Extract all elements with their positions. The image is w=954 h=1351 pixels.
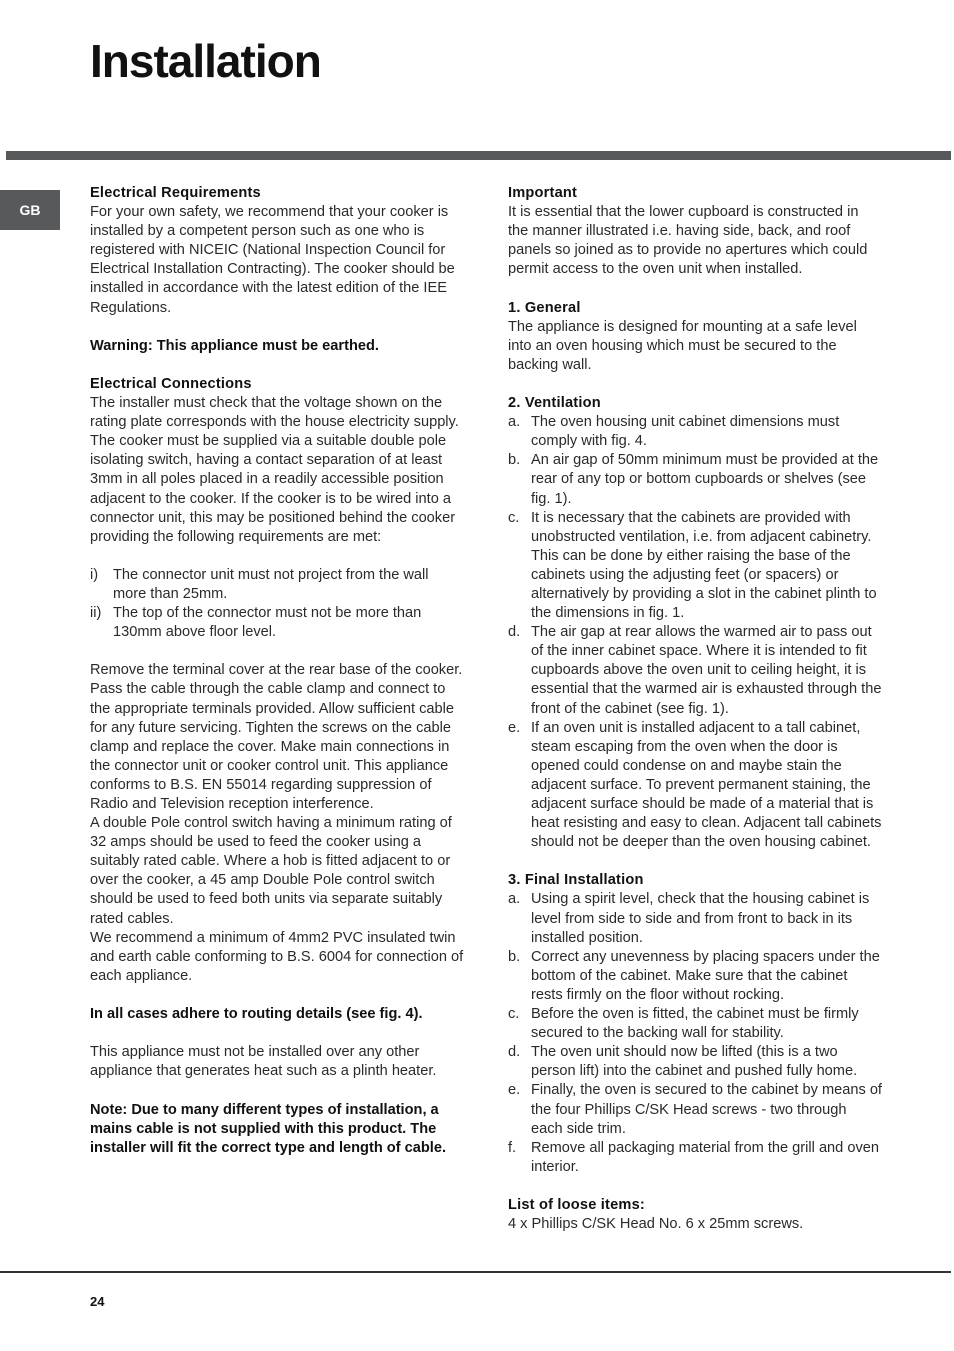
heat-source-warning: This appliance must not be installed over any other appliance that generates heat such as a plinth heater. [90,1044,437,1080]
electrical-requirements-heading: Electrical Requirements [90,185,261,201]
list-item [508,1139,882,1177]
list-marker: e. [508,1082,521,1099]
list-marker: f. [508,1139,517,1156]
mains-cable-note: Note: Due to many different types of installation, a mains cable is not supplied with this product. The installer will fit the correct type and length of cable. [90,1101,446,1156]
footer-rule [0,1271,951,1273]
list-item [508,623,882,718]
list-marker: b. [508,948,521,965]
list-marker: d. [508,1044,521,1061]
ventilation-heading: 2. Ventilation [508,395,601,412]
list-item-text: The oven housing unit cabinet dimensions must comply with fig. 4. [531,414,840,450]
control-switch-text: A double Pole control switch having a minimum rating of 32 amps should be used to feed the cooker using a suitably rated cable. Where a hob is fitted adjacent to or over the cooker, a 45 amp Double Pole control switch should be used to feed both units via separate suitably rated cables. [90,815,452,927]
list-item-text: Correct any unevenness by placing spacers under the bottom of the cabinet. Make sure that the cabinet rests firmly on the floor without rocking. [531,948,880,1003]
page-number: 24 [90,1294,105,1309]
page-title: Installation [90,35,321,87]
list-item [508,1043,882,1081]
list-marker: c. [508,1006,520,1023]
list-marker: d. [508,624,521,641]
loose-items-text: 4 x Phillips C/SK Head No. 6 x 25mm screws. [508,1216,804,1233]
ventilation-list [508,413,882,852]
list-item-text: If an oven unit is installed adjacent to a tall cabinet, steam escaping from the oven when the door is opened could condense on and maybe stain the adjacent surface. To prevent permanent staining, the adjacent surface should be made of a material that is heat resisting and easy to clean. Adjacent tall cabinets should not be deeper than the oven housing cabinet. [531,719,882,851]
list-item-text: An air gap of 50mm minimum must be provided at the rear of any top or bottom cupboards or shelves (see fig. 1). [531,452,879,507]
electrical-requirements-text: For your own safety, we recommend that your cooker is installed by a competent person such as one who is registered with NICEIC (National Inspection Council for Electrical Installation Contracting). The cooker should be installed in accordance with the latest edition of the IEE Regulations. [90,204,455,316]
loose-items-heading: List of loose items: [508,1196,645,1213]
list-marker: a. [508,414,521,431]
list-item [508,890,882,947]
list-item [508,948,882,1005]
list-item-text: It is necessary that the cabinets are provided with unobstructed ventilation, i.e. from adjacent cabinetry. This can be done by either raising the base of the cabinets using the adjusting feet (or spacers) or alternatively by providing a slot in the cabinet plinth to the dimensions in fig. 1. [531,509,877,622]
list-item-text: The top of the connector must not be more than 130mm above floor level. [113,605,422,641]
list-marker: ii) [90,605,102,622]
list-item [508,413,882,451]
list-marker: a. [508,891,521,908]
general-heading: 1. General [508,299,581,316]
list-item-text: The oven unit should now be lifted (this is a two person lift) into the cabinet and pushed fully home. [531,1044,858,1080]
list-item-text: Remove all packaging material from the grill and oven interior. [531,1139,879,1175]
general-text: The appliance is designed for mounting at a safe level into an oven housing which must be secured to the backing wall. [508,318,857,373]
list-item [90,566,464,604]
right-column [508,184,882,1234]
header-rule [6,151,951,160]
important-text: It is essential that the lower cupboard is constructed in the manner illustrated i.e. having side, back, and roof panels so joined as to provide no apertures which could permit access to the oven unit when installed. [508,204,868,278]
left-column [90,184,464,1158]
list-item [508,719,882,853]
list-item [508,1005,882,1043]
connector-requirements-list [90,566,464,642]
terminal-cover-text: Remove the terminal cover at the rear base of the cooker. Pass the cable through the cable clamp and connect to the appropriate terminals provided. Allow sufficient cable for any future servicing. Tighten the screws on the cable clamp and replace the cover. Make main connections in the connector unit or cooker control unit. This appliance conforms to B.S. EN 55014 regarding suppression of Radio and Television reception interference. [90,662,463,812]
list-item-text: The connector unit must not project from the wall more than 25mm. [113,566,429,602]
important-heading: Important [508,185,578,201]
cable-recommendation-text: We recommend a minimum of 4mm2 PVC insulated twin and earth cable conforming to B.S. 6004 for connection of each appliance. [90,929,464,984]
list-item [508,509,882,624]
earth-warning: Warning: This appliance must be earthed. [90,337,379,354]
language-tab: GB [0,190,60,230]
list-item [508,1081,882,1138]
list-marker: e. [508,719,521,736]
electrical-connections-heading: Electrical Connections [90,375,252,392]
list-item-text: Finally, the oven is secured to the cabinet by means of the four Phillips C/SK Head screws - two through each side trim. [531,1082,882,1137]
list-item [508,451,882,508]
electrical-connections-text: The installer must check that the voltage shown on the rating plate corresponds with the house electricity supply. The cooker must be supplied via a suitable double pole isolating switch, having a contact separation of at least 3mm in all poles placed in a readily accessible position adjacent to the cooker. If the cooker is to be wired into a connector unit, this may be positioned behind the cooker providing the following requirements are met: [90,395,459,545]
list-marker: i) [90,566,99,583]
final-installation-list [508,890,882,1176]
list-item-text: Using a spirit level, check that the housing cabinet is level from side to side and from front to back in its installed position. [531,891,870,946]
list-item-text: The air gap at rear allows the warmed air to pass out of the inner cabinet space. Where it is intended to fit cupboards above the oven unit to ceiling height, it is essential that the warmed air is exhausted through the front of the cabinet (see fig. 1). [531,624,882,717]
list-item [90,604,464,642]
list-marker: b. [508,452,521,469]
routing-note: In all cases adhere to routing details (see fig. 4). [90,1006,423,1023]
list-marker: c. [508,509,520,526]
final-installation-heading: 3. Final Installation [508,872,644,889]
list-item-text: Before the oven is fitted, the cabinet must be firmly secured to the backing wall for stability. [531,1006,859,1042]
